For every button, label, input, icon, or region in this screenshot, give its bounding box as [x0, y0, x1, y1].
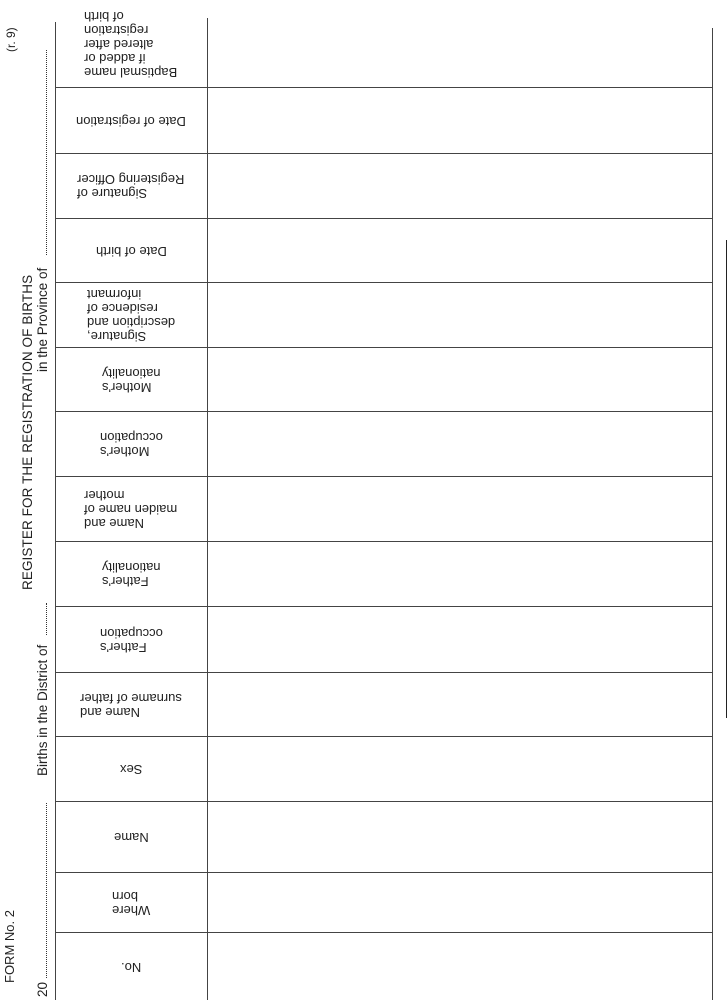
table-right-border: [712, 28, 713, 1000]
entry-name[interactable]: [208, 802, 712, 872]
header-father-occupation: [56, 607, 206, 672]
header-father-nationality: [56, 542, 206, 606]
entry-where-born[interactable]: [208, 873, 712, 932]
header-label: Name and maiden name of mother: [84, 488, 178, 531]
header-label: Mother's occupation: [99, 430, 163, 459]
header-father-name: [56, 673, 206, 736]
header-label: Father's occupation: [99, 625, 163, 655]
header-label: Where born: [111, 888, 151, 918]
header-label: Signature of Registering Officer: [77, 172, 185, 201]
entry-mother-name[interactable]: [208, 477, 712, 541]
entry-mother-occupation[interactable]: [208, 412, 712, 476]
year-prefix: 20: [35, 981, 50, 997]
entry-date-of-birth[interactable]: [208, 219, 712, 282]
header-sex: [56, 737, 206, 801]
register-title: REGISTER FOR THE REGISTRATION OF BIRTHS: [20, 274, 35, 590]
entry-sex[interactable]: [208, 737, 712, 801]
header-label: Baptismal name if added or altered after registration of birth: [84, 8, 178, 80]
header-date-of-birth: [56, 219, 206, 282]
header-where-born: [56, 873, 206, 932]
header-mother-nationality: [56, 348, 206, 411]
header-mother-occupation: [56, 412, 206, 476]
header-label: Date of birth: [95, 243, 167, 259]
entry-father-nationality[interactable]: [208, 542, 712, 606]
header-label: Date of registration: [76, 113, 186, 129]
entry-number[interactable]: [208, 933, 712, 1000]
header-label: Father's nationality: [101, 560, 161, 589]
header-informant: [56, 283, 206, 347]
entry-mother-nationality[interactable]: [208, 348, 712, 411]
entry-baptismal-name[interactable]: [208, 0, 712, 87]
entry-father-name[interactable]: [208, 673, 712, 736]
province-blank: [46, 50, 47, 255]
rule-reference: (r. 9): [4, 27, 18, 52]
header-label: No.: [120, 959, 142, 975]
header-name: [56, 802, 206, 872]
province-label: in the Province of: [35, 267, 50, 372]
entry-signature-of-officer[interactable]: [208, 154, 712, 218]
header-label: Name: [113, 830, 149, 845]
header-label: Name and surname of father: [80, 690, 182, 720]
district-label: Births in the District of: [35, 644, 50, 776]
entry-informant[interactable]: [208, 283, 712, 347]
header-date-of-registration: [56, 88, 206, 153]
header-baptismal-name: [56, 0, 206, 87]
header-mother-name: [56, 477, 206, 541]
form-number: FORM No. 2: [2, 910, 17, 983]
district-blank: [46, 603, 47, 635]
entry-date-of-registration[interactable]: [208, 88, 712, 153]
header-label: Signature, description and residence of informant: [86, 287, 176, 344]
header-signature-of-officer: [56, 154, 206, 218]
header-label: Mother's nationality: [101, 365, 161, 395]
header-label: Sex: [119, 762, 143, 777]
header-number: [56, 933, 206, 1000]
entry-father-occupation[interactable]: [208, 607, 712, 672]
year-blank: [46, 803, 47, 978]
